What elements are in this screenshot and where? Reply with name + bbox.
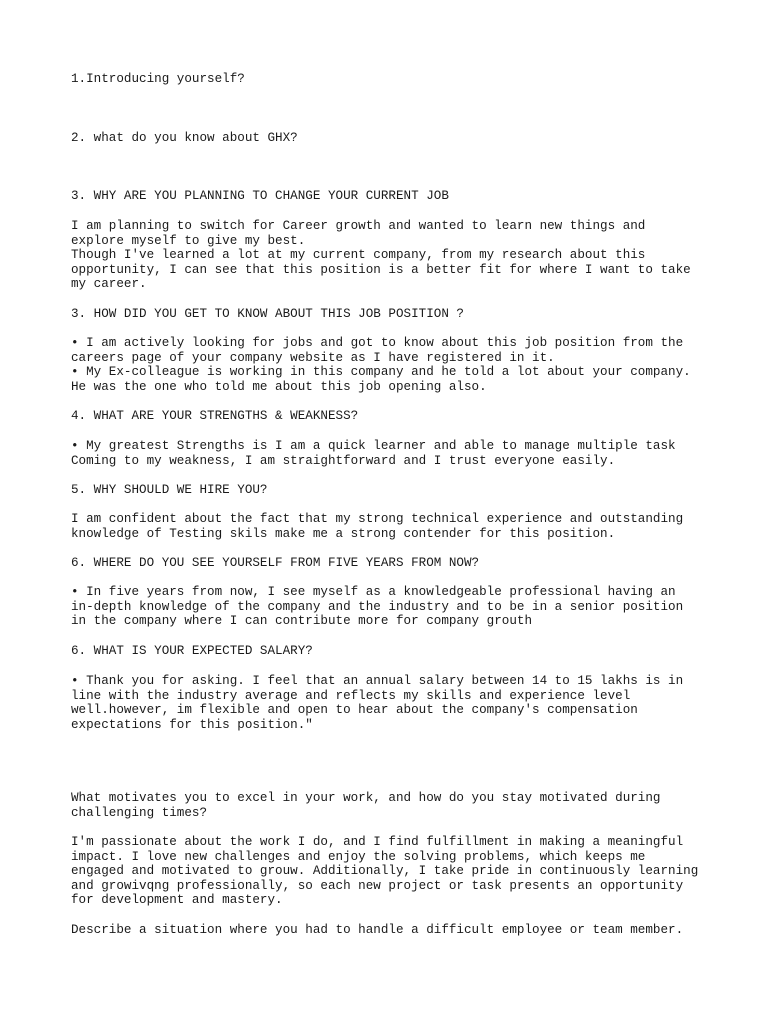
question-five-years: 6. WHERE DO YOU SEE YOURSELF FROM FIVE YEARS FROM NOW? bbox=[71, 556, 480, 570]
question-why-change-job: 3. WHY ARE YOU PLANNING TO CHANGE YOUR CURRENT JOB bbox=[71, 189, 449, 203]
question-why-hire: 5. WHY SHOULD WE HIRE YOU? bbox=[71, 483, 268, 497]
question-expected-salary: 6. WHAT IS YOUR EXPECTED SALARY? bbox=[71, 644, 313, 658]
answer-strengths-weakness: • My greatest Strengths is I am a quick learner and able to manage multiple task Coming to my weakness, I am straightforward and I trust everyone easily. bbox=[71, 439, 676, 468]
question-know-about-ghx: 2. what do you know about GHX? bbox=[71, 131, 298, 145]
answer-why-change-job: I am planning to switch for Career growth and wanted to learn new things and explore myself to give my best. Though I've learned a lot at my current company, from my research about this opportunity, I can see that this position is a better fit for where I want to take my career. bbox=[71, 219, 691, 292]
question-strengths-weakness: 4. WHAT ARE YOUR STRENGTHS & WEAKNESS? bbox=[71, 409, 359, 423]
answer-why-hire: I am confident about the fact that my strong technical experience and outstanding knowledge of Testing skils make me a strong contender for this position. bbox=[71, 512, 684, 541]
answer-five-years: • In five years from now, I see myself as a knowledgeable professional having an in-depth knowledge of the company and the industry and to be in a senior position in the company where I can contribute more for company grouth bbox=[71, 585, 684, 629]
question-motivation: What motivates you to excel in your work, and how do you stay motivated during challenging times? bbox=[71, 791, 661, 820]
answer-how-know-job: • I am actively looking for jobs and got to know about this job position from the careers page of your company website as I have registered in it. • My Ex-colleague is working in this company and he told a lot about your company. He was the one who told me about this job opening also. bbox=[71, 336, 691, 394]
question-how-know-job: 3. HOW DID YOU GET TO KNOW ABOUT THIS JOB POSITION ? bbox=[71, 307, 464, 321]
question-introduce-yourself: 1.Introducing yourself? bbox=[71, 72, 245, 86]
answer-expected-salary: • Thank you for asking. I feel that an annual salary between 14 to 15 lakhs is in line with the industry average and reflects my skills and experience level well.however, im flexible and open to hear about the company's compensation expectations for this position." bbox=[71, 674, 684, 732]
question-difficult-employee: Describe a situation where you had to handle a difficult employee or team member. bbox=[71, 923, 684, 937]
answer-motivation: I'm passionate about the work I do, and I find fulfillment in making a meaningful impact. I love new challenges and enjoy the solving problems, which keeps me engaged and motivated to grouw. Additionally, I take pride in continuously learning and growivqng professionally, so each new project or task presents an opportunity for development and mastery. bbox=[71, 835, 699, 908]
